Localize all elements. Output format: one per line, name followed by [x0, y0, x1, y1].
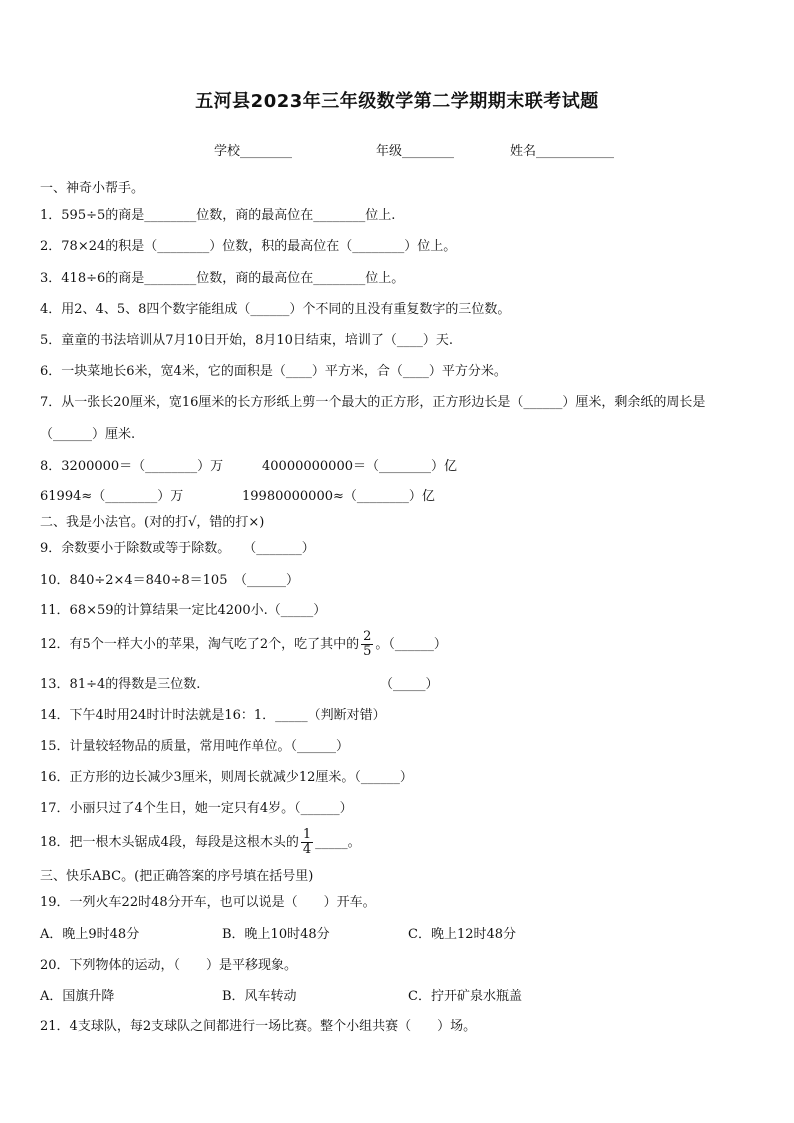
question-1: 1．595÷5的商是________位数，商的最高位在________位上. [40, 208, 396, 223]
section-1-heading: 一、神奇小帮手。 [40, 181, 145, 196]
name-field: 姓名____________ [510, 144, 615, 159]
question-17: 17．小丽只过了4个生日，她一定只有4岁。（______） [40, 801, 353, 816]
question-12 [40, 630, 447, 659]
question-2: 2．78×24的积是（________）位数，积的最高位在（________）位上。 [40, 239, 457, 254]
question-7-line-1: 7．从一张长20厘米，宽16厘米的长方形纸上剪一个最大的正方形，正方形边长是（______）厘米，剩余纸的周长是 [40, 395, 706, 410]
question-5: 5．童童的书法培训从7月10日开始，8月10日结束，培训了（____）天. [40, 333, 454, 348]
question-19-option-a: A．晚上9时48分 [40, 927, 140, 942]
question-12-blank: 。（______） [375, 637, 447, 652]
section-2-heading: 二、我是小法官。(对的打√，错的打×) [40, 515, 265, 530]
question-3: 3．418÷6的商是________位数，商的最高位在________位上。 [40, 271, 405, 286]
question-21: 21．4支球队，每2支球队之间都进行一场比赛。整个小组共赛（ ）场。 [40, 1019, 477, 1034]
question-19: 19．一列火车22时48分开车，也可以说是（ ）开车。 [40, 895, 376, 910]
fraction-numerator: 1 [302, 827, 312, 842]
question-7-line-2: （______）厘米. [40, 427, 136, 442]
question-8-right-2: 19980000000≈（________）亿 [242, 489, 435, 504]
question-19-option-b: B．晚上10时48分 [222, 927, 330, 942]
question-13: 13．81÷4的得数是三位数. [40, 677, 201, 692]
question-6: 6．一块菜地长6米，宽4米，它的面积是（____）平方米，合（____）平方分米。 [40, 364, 507, 379]
question-20-option-b: B．风车转动 [222, 989, 297, 1004]
page-title: 五河县2023年三年级数学第二学期期末联考试题 [195, 91, 599, 112]
question-14: 14．下午4时用24时计时法就是16：1．_____（判断对错） [40, 708, 386, 723]
question-9: 9．余数要小于除数或等于除数。 （_______） [40, 541, 315, 556]
question-20-option-c: C．拧开矿泉水瓶盖 [408, 989, 522, 1004]
question-13-blank: （_____） [380, 677, 439, 692]
section-3-heading: 三、快乐ABC。(把正确答案的序号填在括号里) [40, 869, 314, 884]
question-12-text: 12．有5个一样大小的苹果，淘气吃了2个，吃了其中的 [40, 637, 360, 652]
question-8-left-1: 8．3200000＝（________）万 [40, 459, 224, 474]
question-15: 15．计量较轻物品的质量，常用吨作单位。（______） [40, 739, 350, 754]
fraction-denominator: 5 [363, 644, 372, 659]
grade-field: 年级________ [376, 144, 455, 159]
fraction-1-4 [301, 828, 313, 857]
fraction-numerator: 2 [363, 629, 372, 644]
question-4: 4．用2、4、5、8四个数字能组成（______）个不同的且没有重复数字的三位数。 [40, 302, 511, 317]
question-11: 11．68×59的计算结果一定比4200小.（_____） [40, 603, 327, 618]
fraction-denominator: 4 [302, 842, 312, 857]
school-field: 学校________ [214, 144, 293, 159]
question-10: 10．840÷2×4＝840÷8＝105 （______） [40, 573, 299, 588]
question-8-left-2: 61994≈（________）万 [40, 489, 184, 504]
question-16: 16．正方形的边长减少3厘米，则周长就减少12厘米。（______） [40, 770, 413, 785]
question-20: 20．下列物体的运动，（ ）是平移现象。 [40, 958, 298, 973]
question-20-option-a: A．国旗升降 [40, 989, 115, 1004]
fraction-2-5 [361, 630, 373, 659]
question-18-blank: _____。 [315, 835, 361, 850]
question-18-text: 18．把一根木头锯成4段，每段是这根木头的 [40, 835, 299, 850]
question-8-right-1: 40000000000＝（________）亿 [262, 459, 457, 474]
question-19-option-c: C．晚上12时48分 [408, 927, 517, 942]
question-18 [40, 828, 361, 857]
